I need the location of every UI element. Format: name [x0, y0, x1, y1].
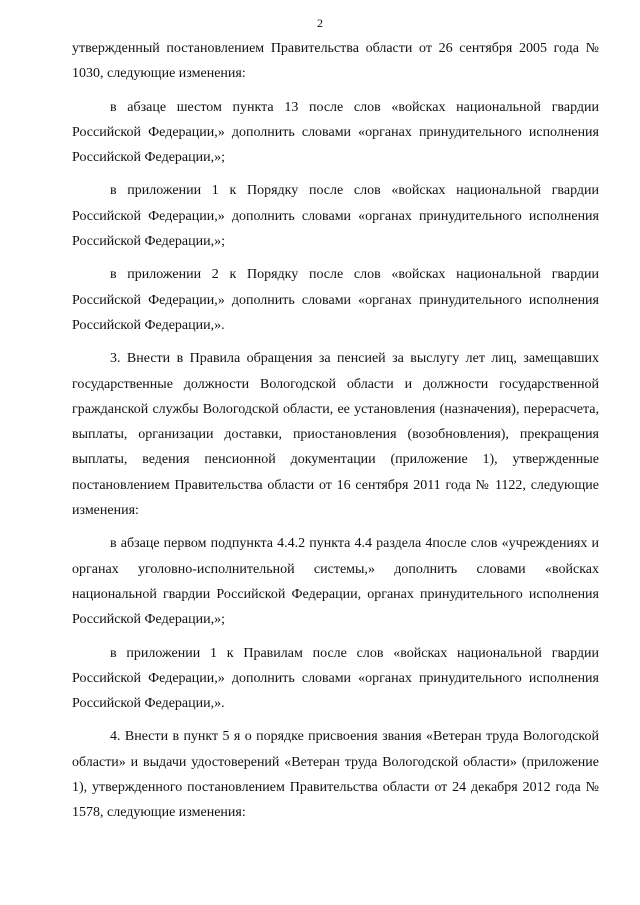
paragraph-item-13: в абзаце шестом пункта 13 после слов «войсках национальной гвардии Российской Федерации,» дополнить словами «органах принудительного исполнения Российской Федерации,»; — [72, 99, 599, 166]
document-body — [72, 36, 599, 834]
page-number: 2 — [317, 16, 323, 30]
paragraph-continuation: утвержденный постановлением Правительства области от 26 сентября 2005 года № 1030, следующие изменения: — [72, 41, 599, 82]
paragraph-appendix-2: в приложении 2 к Порядку после слов «войсках национальной гвардии Российской Федерации,» дополнить словами «органах принудительного исполнения Российской Федерации,». — [72, 267, 599, 333]
paragraph-subitem-4-4-2: в абзаце первом подпункта 4.4.2 пункта 4.4 раздела 4после слов «учреждениях и органах уголовно-исполнительной системы,» дополнить словами «войсках национальной гвардии Российской Федерации, органах принудительного исполнения Российской Федерации,»; — [72, 536, 599, 628]
paragraph-appendix-1: в приложении 1 к Порядку после слов «войсках национальной гвардии Российской Федерации,» дополнить словами «органах принудительного исполнения Российской Федерации,»; — [72, 183, 599, 250]
paragraph-section-3: 3. Внести в Правила обращения за пенсией за выслугу лет лиц, замещавших государственные должности Вологодской области и должности государственной гражданской службы Вологодской области, ее установления (назначения), перерасчета, выплаты, организации доставки, приостановления (возобновления), прекращения выплаты, ведения пенсионной документации (приложение 1), утвержденные постановлением Правительства области от 16 сентября 2011 года № 1122, следующие изменения: — [72, 351, 599, 519]
paragraph-section-4: 4. Внести в пункт 5 я о порядке присвоения звания «Ветеран труда Вологодской области» и выдачи удостоверений «Ветеран труда Вологодской области» (приложение 1), утвержденного постановлением Правительства области от 24 декабря 2012 года № 1578, следующие изменения: — [72, 729, 599, 821]
paragraph-rules-appendix-1: в приложении 1 к Правилам после слов «войсках национальной гвардии Российской Федерации,» дополнить словами «органах принудительного исполнения Российской Федерации,». — [72, 645, 599, 712]
